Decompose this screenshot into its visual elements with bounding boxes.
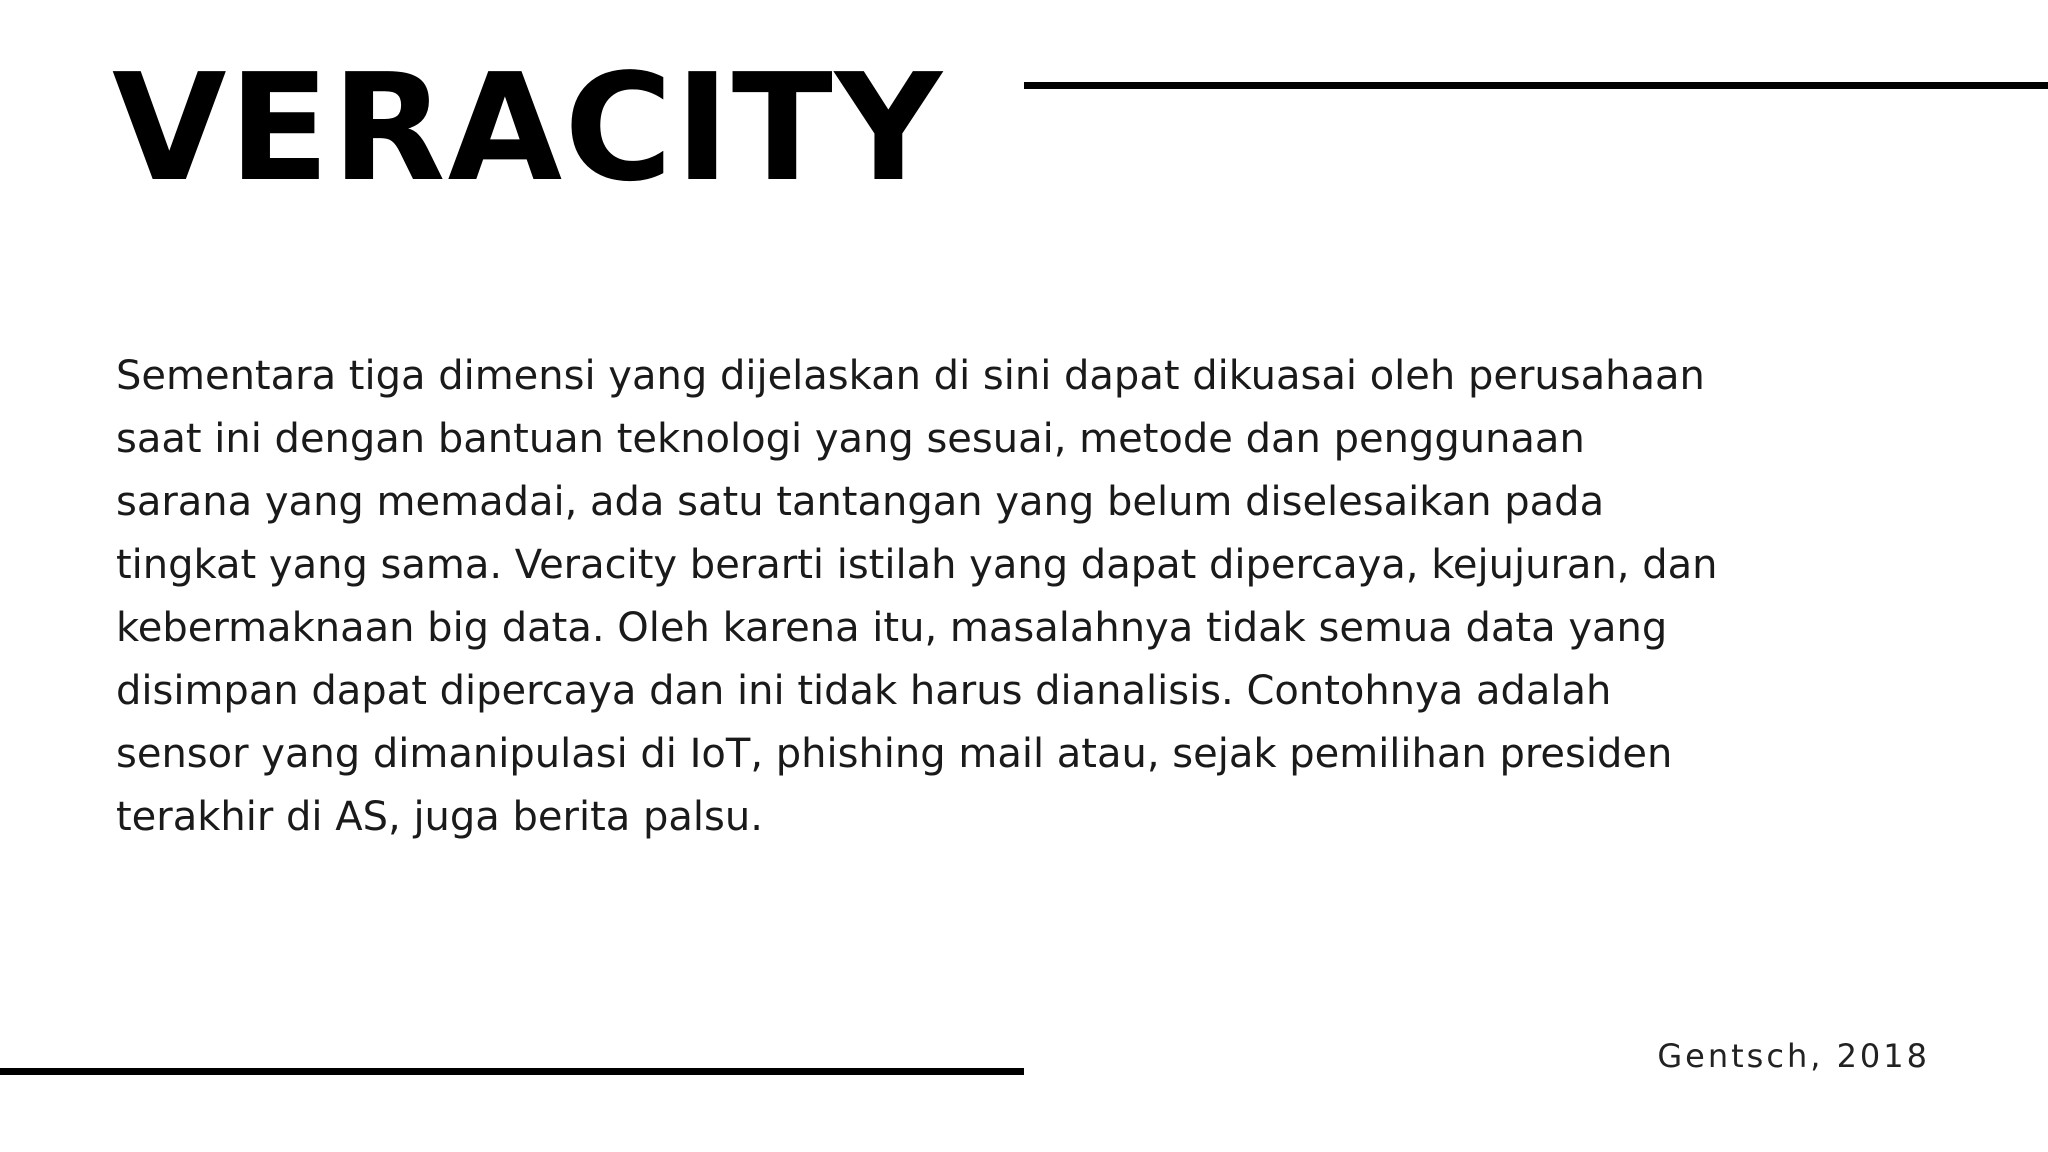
citation: Gentsch, 2018	[1657, 1037, 1930, 1075]
body-line: Sementara tiga dimensi yang dijelaskan di sini dapat dikuasai oleh perusahaan	[116, 353, 1705, 399]
body-line: disimpan dapat dipercaya dan ini tidak harus dianalisis. Contohnya adalah	[116, 668, 1612, 714]
body-line: sarana yang memadai, ada satu tantangan yang belum diselesaikan pada	[116, 479, 1605, 525]
body-line: saat ini dengan bantuan teknologi yang sesuai, metode dan penggunaan	[116, 416, 1585, 462]
bottom-divider-line	[0, 1068, 1024, 1075]
body-line: sensor yang dimanipulasi di IoT, phishing mail atau, sejak pemilihan presiden	[116, 731, 1673, 777]
body-line: kebermaknaan big data. Oleh karena itu, masalahnya tidak semua data yang	[116, 605, 1668, 651]
body-paragraph	[116, 345, 1836, 849]
top-divider-line	[1024, 82, 2048, 89]
body-line: tingkat yang sama. Veracity berarti istilah yang dapat dipercaya, kejujuran, dan	[116, 542, 1718, 588]
body-line: terakhir di AS, juga berita palsu.	[116, 794, 763, 840]
slide-title: VERACITY	[112, 42, 944, 214]
